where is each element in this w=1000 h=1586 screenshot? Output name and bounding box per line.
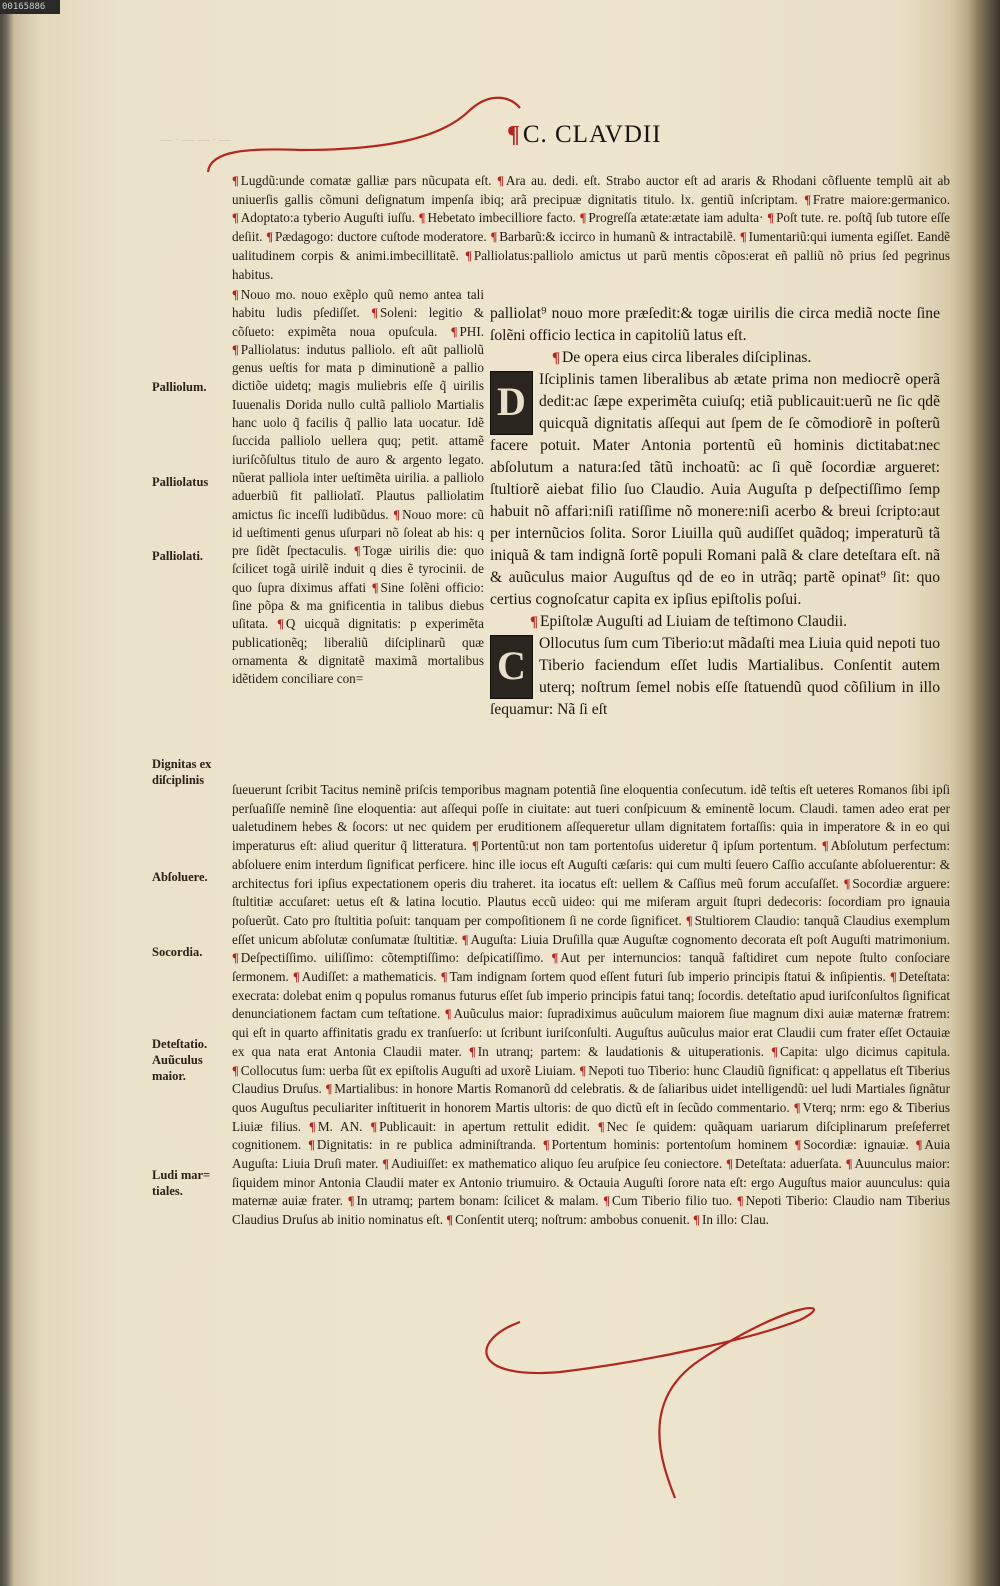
- pilcrow-icon: ¶: [440, 970, 448, 985]
- flourish-stroke-bottom: [486, 1308, 814, 1498]
- pilcrow-icon: ¶: [490, 230, 498, 245]
- pilcrow-icon: ¶: [726, 1157, 733, 1172]
- pilcrow-icon: ¶: [579, 211, 587, 226]
- pilcrow-icon: ¶: [551, 951, 559, 966]
- pilcrow-icon: ¶: [685, 913, 693, 928]
- pilcrow-icon: ¶: [232, 951, 239, 966]
- pilcrow-icon: ¶: [497, 174, 504, 188]
- main-text-block: [490, 303, 940, 721]
- pilcrow-icon: ¶: [845, 1157, 853, 1172]
- pilcrow-icon: ¶: [444, 1007, 452, 1022]
- section-heading-disciplines: ¶ De opera eius circa liberales diſciplinas.: [552, 349, 812, 366]
- pilcrow-icon: ¶: [736, 1194, 744, 1209]
- commentary-top-text: ¶ Lugdũ:unde comatæ galliæ pars nũcupata eſt. ¶ Ara au. dedi. eſt. Strabo auctor eſt ad araris & Rhodani cõfluente templũ ait ab uniuerſis gallis cõmuni deſignatum impenſa ibiq; arã precipuæ dignitatis titulo. lx. gentiũ inſcriptam. ¶ Fratre maiore:germanico. ¶ Adoptato:a tyberio Auguſti iuſſu. ¶ Hebetato imbecilliore facto. ¶ Progreſſa ætate:ætate iam adulta· ¶ Poſt tute. re. poſtq̃ ſub tutore eſſe deſiit. ¶ Pædagogo: ductore cuſtode moderatore. ¶ Barbarũ:& iccirco in humanũ & intractabilẽ. ¶ Iumentariũ:qui iumenta egiſſet. Eandẽ ualitudinem corpis & animi.imbecillitatẽ. ¶ Palliolatus:palliolo amictus ut parũ mentis cõpos:erat eñ palliũ nõ prius ſed pegrinus habitus.: [232, 173, 951, 282]
- pilcrow-icon: ¶: [461, 932, 469, 947]
- pilcrow-icon: ¶: [232, 174, 239, 188]
- pilcrow-icon: ¶: [465, 248, 472, 263]
- pilcrow-icon: ¶: [579, 1063, 587, 1078]
- margin-note-socordia: Socordia.: [152, 945, 203, 959]
- pilcrow-icon: ¶: [353, 544, 361, 559]
- margin-note-ludi-martiales: Ludi mar= tiales.: [152, 1168, 211, 1198]
- pilcrow-icon: ¶: [597, 1119, 605, 1134]
- pilcrow-icon: ¶: [793, 1100, 801, 1115]
- pilcrow-icon: ¶: [393, 507, 401, 522]
- pilcrow-icon: ¶: [382, 1157, 389, 1172]
- commentary-top: [232, 172, 950, 284]
- woodcut-initial-c: C: [490, 635, 533, 699]
- pilcrow-icon: ¶: [277, 617, 284, 632]
- margin-note-palliolum: Palliolum.: [152, 380, 207, 394]
- pilcrow-icon: ¶: [889, 970, 897, 985]
- pilcrow-icon: ¶: [507, 122, 521, 148]
- margin-note-absoluere: Abſoluere.: [152, 870, 208, 884]
- pilcrow-icon: ¶: [232, 1063, 239, 1078]
- section-heading-letters: ¶ Epiſtolæ Auguſti ad Liuiam de teſtimono Claudii.: [530, 613, 848, 630]
- main-paragraph-letters: C Ollocutus ſum cum Tiberio:ut mãdaſti mea Liuia quid nepoti tuo Tiberio faciendum eſſet ludis Martialibus. Conſentit autem uterq; noſtrum ſemel nobis eſſe ſtatuendũ quod cõſilium in illo ſequamur: Nã ſi eſt: [490, 635, 940, 718]
- pilcrow-icon: ¶: [739, 230, 747, 245]
- pilcrow-icon: ¶: [418, 211, 426, 226]
- pilcrow-icon: ¶: [804, 192, 811, 207]
- pilcrow-icon: ¶: [446, 1213, 454, 1228]
- pilcrow-icon: ¶: [266, 230, 273, 245]
- pilcrow-icon: ¶: [771, 1044, 778, 1059]
- pilcrow-icon: ¶: [232, 342, 239, 357]
- commentary-bottom: [232, 781, 950, 1230]
- margin-note-palliolati: Palliolati.: [152, 549, 204, 563]
- pilcrow-icon: ¶: [371, 306, 378, 321]
- pilcrow-icon: ¶: [471, 839, 479, 854]
- pilcrow-icon: ¶: [843, 876, 851, 891]
- pilcrow-icon: ¶: [347, 1194, 355, 1209]
- margin-note-palliolatus: Palliolatus: [152, 475, 209, 489]
- running-head: [507, 121, 662, 149]
- margin-note-dignitas: Dignitas ex diſciplinis: [152, 757, 212, 787]
- pilcrow-icon: ¶: [530, 614, 538, 630]
- commentary-left-text: ¶ Nouo mo. nouo exẽplo quũ nemo antea tali habitu ludis pſediſſet. ¶ Soleni: legitio & cõſueto: expimẽta noua opuſcula. ¶ PHI. ¶ Palliolatus: indutus palliolo. eſt aũt palliolũ genus ueſtis for mata p diminutionẽ a pallio dictiõe uidetq; magis muliebris eſſe q̃ uirilis Iuuenalis Dorida nullo cultã palliolo Martialis hanc uolo q̃ facilis q̃ pallio lata uocatur. Idẽ ſuccida palliolo uellera quq; petit. attamẽ iuriſcõſultus titulo de auro & argento legato. nũerat palliola inter ueſtimẽta uirilia. a palliolo aduerbiũ fit palliolatĩ. Plautus palliolatim amictus ſic inceſſi ludibũdus. ¶ Nouo more: cũ id ueſtimenti genus uſurpari nõ ſoleat ab his: q pre ſidẽt ſpectaculis. ¶ Togæ uirilis die: quo ſcilicet togã uirilẽ induit q dies ẽ tyrocinii. de quo ſupra diximus affati ¶ Sine ſolẽni officio: ſine põpa & ma gnificentia in talibus diebus uſitata. ¶ Q uicquã dignitatis: p experimẽta publicationẽq; liberaliũ diſciplinarũ quæ ornamenta & dignitatẽ maximã mortalibus idẽtidem conciliare con=: [232, 287, 485, 687]
- pilcrow-icon: ¶: [450, 324, 458, 339]
- pilcrow-icon: ¶: [308, 1138, 315, 1153]
- pilcrow-icon: ¶: [309, 1119, 316, 1134]
- pilcrow-icon: ¶: [232, 288, 239, 302]
- pilcrow-icon: ¶: [767, 211, 775, 226]
- woodcut-initial-d: D: [490, 371, 533, 435]
- commentary-bottom-text: ſueuerunt ſcribit Tacitus neminẽ priſcis temporibus magnam potentiã ſine eloquentia conſecutum. idẽ teſtis eſt ueteres Romanos ſibi ipſi perſuaſiſſe neminẽ ſine eloquentia: aut aſſequi poſſe in ciuitate: aut tueri conſpicuum & eminentẽ locum. Claudi. tamen adeo erat per ualetudinem hebes & ſocors: ut nec quidem per eruditionem aſſequeretur ullam dignitatem fortaſſis: quia in imperatore & in eo qui imperaturus eſt: aliud queritur q̃ litteratura. ¶ Portentũ:ut non tam portentoſus uideretur q̃ ipſum portentum. ¶ Abſolutum perfectum: abſoluere enim interdum ſignificat perficere. hinc ille iocus eſt Auguſti cæſaris: qui cum multi ſeuero Caſſio accuſante abſoluerentur: & architectus fori ipſius expectationem operis diu traheret. ita iocatus eſt: uellem & Caſſius meũ forum accuſaſſet. ¶ Socordiæ arguere: ſtultitiæ accuſaret: uetus eſt & latina locutio. Plautus eccũ uideo: qui me miſeram arguit ſtupri dedecoris: ſocordiam pro ignauia poſuerũt. Cato pro ſtultitia poſuit: tanquam per compoſitionem ſi ne corde ſignificet. ¶ Stultiorem Claudio: tanquã Claudius exemplum eſſet unicum abſolutæ conſumatæ ſtultitiæ. ¶ Auguſta: Liuia Druſilla quæ Auguſtæ cognomento decorata eſt poſt Auguſti matrimonium. ¶ Deſpectiſſimo. uiliſſimo: cõtemptiſſimo: deſpicatiſſimo. ¶ Aut per internuncios: tanquã faſtidiret cum nepote ſtulto conſociare ſermonem. ¶ Audiſſet: a mathematicis. ¶ Tam indignam ſortem quod eſſent futuri ſub imperio principis ſtatui & inſipientis. ¶ Deteſtata: execrata: dolebat enim q populus romanus futurus eſſet ſub imperio principis fatui tanq; ſocordis. deteſtatio apud iuriſconſultos ſignificat denunciationem factam cum teſtatione. ¶ Auũculus maior: ſupradiximus auũculum maiorem ſiue magnum dixi auiæ maternæ fratrem: qui eſt in quarto affinitatis gradu ex tranſuerſo: ut ſcribunt iuriſconſulti. Auguſtus auũculus maior erat Claudii cum frater eſſet Octauiæ ex qua nata erat Antonia Claudii mater. ¶ In utranq; partem: & laudationis & uituperationis. ¶ Capita: ulgo dicimus capitula. ¶ Collocutus ſum: uerba ſũt ex epiſtolis Auguſti ad uxorẽ Liuiam. ¶ Nepoti tuo Tiberio: hunc Claudiũ ſignificat: q appellatus eſt Tiberius Claudius Druſus. ¶ Martialibus: in honore Martis Romanorũ dd celebratis. & de ſaliaribus uidet intelligendũ: uel ludi Martiales ſignãtur quos Auguſtus peculiariter inſtituerit in honorem Martis ultoris: de quo dictũ eſt in ſecũdo commentario. ¶ Vterq; nrm: ego & Tiberius Liuiæ filius. ¶ M. AN. ¶ Publicauit: in apertum rettulit edidit. ¶ Nec ſe quidem: quãquam uariarum diſciplinarum preſeferret cognitionem. ¶ Dignitatis: in re publica adminiſtranda. ¶ Portentum hominis: portentoſum hominem ¶ Socordiæ: ignauiæ. ¶ Auia Auguſta: Liuia Druſi mater. ¶ Audiuiſſet: ex mathematico aliquo ſeu aruſpice ſeu coniectore. ¶ Deteſtata: aduerſata. ¶ Auunculus maior: ſiquidem minor Antonia Claudii mater ex Antonio triumuiro. & Octauia Auguſti ſorore nata eſt: ergo Auguſtus maior auunculus: quia maternæ auiæ frater. ¶ In utramq; partem bonam: ſcilicet & malam. ¶ Cum Tiberio filio tuo. ¶ Nepoti Tiberio: Claudio nam Tiberius Claudius Druſus ab initio nominatus eſt. ¶ Conſentit uterq; noſtrum: ambobus conuenit. ¶ In illo: Clau.: [232, 782, 951, 1228]
- main-paragraph-disciplines: D Iſciplinis tamen liberalibus ab ætate prima non mediocrẽ operã dedit:ac ſæpe experimẽta cuiuſq; etiã publicauit:uerũ ne ſic qdẽ quicquã dignitatis aſſequi aut ſpem de ſe cõmodiorẽ in poſterũ facere potuit. Mater Antonia portentũ eũ hominis dictitabat:nec abſolutum a natura:ſed tãtũ inchoatũ: ac ſi quẽ ſocordiæ argueret: ſtultiorẽ aiebat filio ſuo Claudio. Auia Auguſta p deſpectiſſimo ſemp habuit nõ affari:niſi ratiſſime nõ monere:niſi acerbo & breui ſcripto:aut per internũcios ſolita. Soror Liuilla quũ audiſſet quãdoq; imperaturũ tã iniquã & tam indignã ſortẽ populi Romani palã & clare deteſtara eſt. nã & auũculus maior Auguſtus qd de eo in utrãq; partẽ opinat⁹ ſit: quo certius cognoſcatur capita ex ipſius epiſtolis poſui.: [490, 371, 940, 608]
- pilcrow-icon: ¶: [292, 970, 300, 985]
- pilcrow-icon: ¶: [603, 1194, 610, 1209]
- pilcrow-icon: ¶: [693, 1213, 700, 1228]
- pilcrow-icon: ¶: [821, 839, 829, 854]
- pilcrow-icon: ¶: [371, 580, 379, 595]
- pilcrow-icon: ¶: [325, 1082, 333, 1097]
- showthrough-text: —·——·—: [160, 132, 234, 146]
- pilcrow-icon: ¶: [794, 1138, 802, 1153]
- image-id-label: 00165886: [0, 0, 60, 14]
- pilcrow-icon: ¶: [232, 211, 239, 226]
- margin-note-detestatio: Deteſtatio. Auũculus maior.: [152, 1037, 208, 1083]
- pilcrow-icon: ¶: [469, 1044, 476, 1059]
- pilcrow-icon: ¶: [552, 350, 560, 366]
- running-head-text: C. CLAVDII: [522, 121, 662, 148]
- pilcrow-icon: ¶: [542, 1138, 550, 1153]
- main-text-opening: palliolat⁹ nouo more præſedit:& togæ uirilis die circa mediã nocte ſine ſolẽni officio lectica in capitoliũ latus eſt.: [490, 305, 940, 344]
- pilcrow-icon: ¶: [915, 1138, 923, 1153]
- pilcrow-icon: ¶: [370, 1119, 378, 1134]
- commentary-left-column: [232, 286, 484, 689]
- flourish-stroke-top: [208, 98, 520, 172]
